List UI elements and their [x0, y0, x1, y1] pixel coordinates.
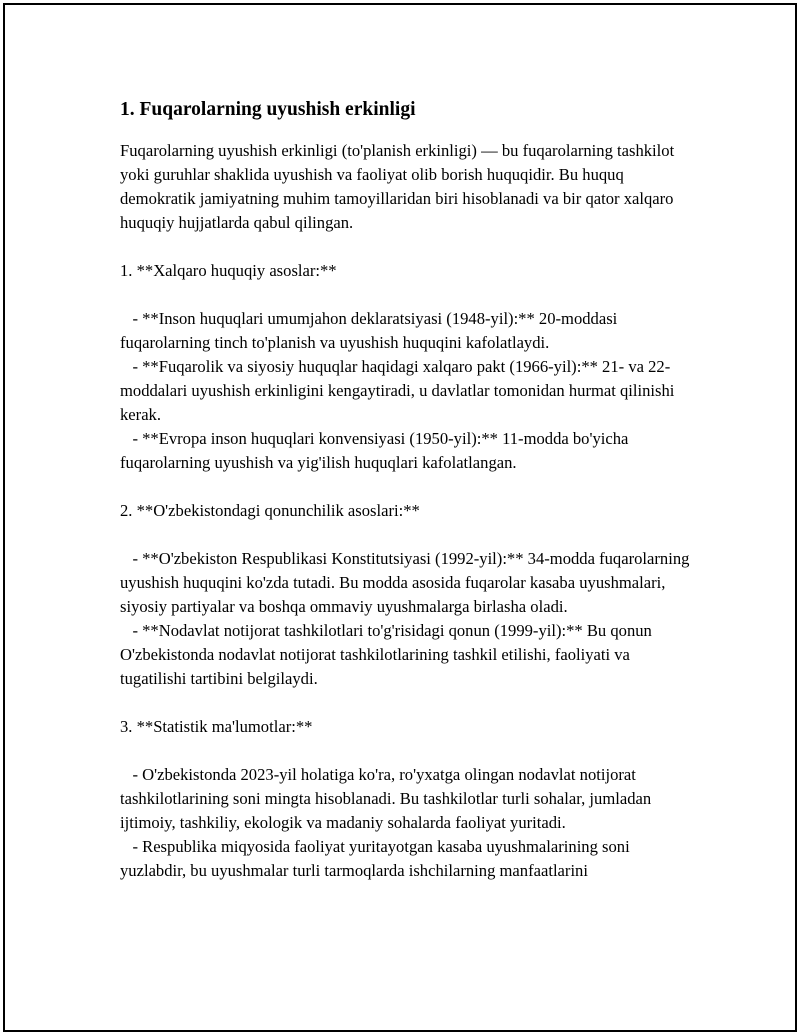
list-item-text: - **Inson huquqlari umumjahon deklaratsiyasi (1948-yil):** 20-moddasi fuqarolarning tinch to'planish va uyushish huquqini kafolatlaydi.: [120, 309, 618, 352]
indent: [120, 837, 132, 856]
list-item: [120, 835, 695, 883]
spacer: [120, 691, 695, 715]
list-item: [120, 547, 695, 619]
document-title: 1. Fuqarolarning uyushish erkinligi: [120, 99, 416, 120]
list-item-text: - O'zbekistonda 2023-yil holatiga ko'ra, ro'yxatga olingan nodavlat notijorat tashkilotlarining soni mingta hisoblanadi. Bu tashkilotlar turli sohalar, jumladan ijtimoiy, tashkiliy, ekologik va madaniy sohalarda faoliyat yuritadi.: [120, 765, 652, 832]
list-item: [120, 355, 695, 427]
list-item-text: - Respublika miqyosida faoliyat yuritayotgan kasaba uyushmalarining soni yuzlabdir, bu uyushmalar turli tarmoqlarda ishchilarning manfaatlarini: [120, 837, 630, 880]
spacer: [120, 475, 695, 499]
list-item: [120, 763, 695, 835]
section-heading: 2. **O'zbekistondagi qonunchilik asoslari:**: [120, 501, 420, 520]
list-item: [120, 427, 695, 475]
list-item-text: - **O'zbekiston Respublikasi Konstitutsiyasi (1992-yil):** 34-modda fuqarolarning uyushish huquqini ko'zda tutadi. Bu modda asosida fuqarolar kasaba uyushmalari, siyosiy partiyalar va boshqa ommaviy uyushmalarga birlasha oladi.: [120, 549, 690, 616]
spacer: [120, 235, 695, 259]
list-item-text: - **Fuqarolik va siyosiy huquqlar haqidagi xalqaro pakt (1966-yil):** 21- va 22-moddalari uyushish erkinligini kengaytiradi, u davlatlar tomonidan hurmat qilinishi kerak.: [120, 357, 675, 424]
section-heading: 3. **Statistik ma'lumotlar:**: [120, 717, 313, 736]
indent: [120, 765, 132, 784]
list-item-text: - **Evropa inson huquqlari konvensiyasi (1950-yil):** 11-modda bo'yicha fuqarolarning uyushish va yig'ilish huquqlari kafolatlangan.: [120, 429, 629, 472]
indent: [120, 549, 132, 568]
spacer: [120, 739, 695, 763]
document-body: [120, 97, 695, 883]
indent: [120, 429, 132, 448]
document-page: [3, 3, 797, 1032]
spacer: [120, 523, 695, 547]
list-item: [120, 619, 695, 691]
intro-paragraph: Fuqarolarning uyushish erkinligi (to'planish erkinligi) — bu fuqarolarning tashkilot yoki guruhlar shaklida uyushish va faoliyat olib borish huquqidir. Bu huquq demokratik jamiyatning muhim tamoyillaridan biri hisoblanadi va bir qator xalqaro huquqiy hujjatlarda qabul qilingan.: [120, 141, 675, 232]
list-item: [120, 307, 695, 355]
indent: [120, 621, 132, 640]
indent: [120, 357, 132, 376]
indent: [120, 309, 132, 328]
list-item-text: - **Nodavlat notijorat tashkilotlari to'g'risidagi qonun (1999-yil):** Bu qonun O'zbekistonda nodavlat notijorat tashkilotlarining tashkil etilishi, faoliyati va tugatilishi tartibini belgilaydi.: [120, 621, 652, 688]
spacer: [120, 283, 695, 307]
section-heading: 1. **Xalqaro huquqiy asoslar:**: [120, 261, 337, 280]
